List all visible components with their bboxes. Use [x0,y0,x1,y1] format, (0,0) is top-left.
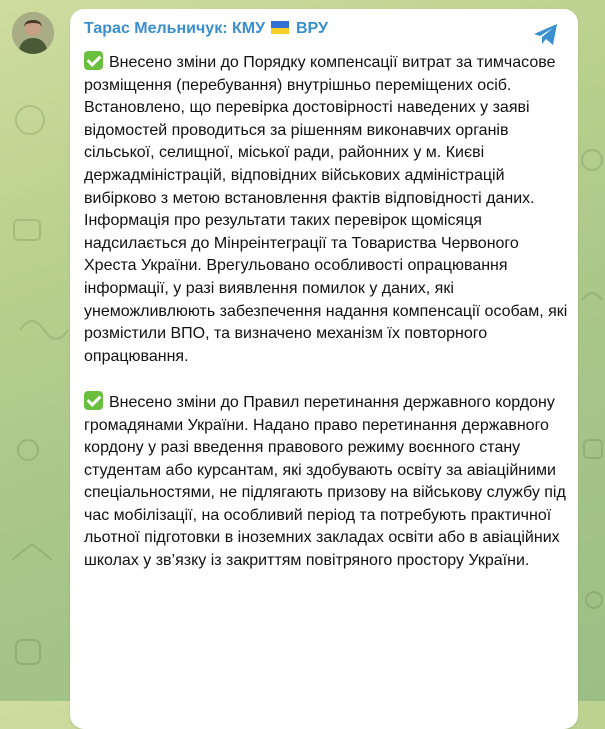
message-paragraph-2 [84,391,572,573]
channel-avatar[interactable] [12,12,54,54]
check-mark-icon [84,391,103,410]
paragraph-gap [84,368,572,391]
ukraine-flag-icon [271,21,289,34]
paragraph-1-text: Внесено зміни до Порядку компенсації витрат за тимчасове розміщення (перебування) внутрішньо переміщених осіб. Встановлено, що перевірка достовірності наведених у заяві відомостей проводиться за рішенням виконавчих органів сільської, селищної, міської ради, районних у м. Києві держадміністрацій, відповідних військових адміністрацій вибірково з метою встановлення фактів відповідності даних. Інформація про результати таких перевірок щомісяця надсилається до Мінреінтеграції та Товариства Червоного Хреста України. Врегульовано особливості опрацювання інформації, у разі виявлення помилок у даних, які унеможливлюють забезпечення надання компенсації особам, які розмістили ВПО, та визначено механізм їх повторного опрацювання. [84,54,568,365]
channel-suffix: ВРУ [295,20,328,37]
message-text [84,51,572,573]
message-bubble [70,9,578,729]
check-mark-icon [84,51,103,70]
channel-name: Тарас Мельничук: КМУ [84,20,266,37]
channel-title[interactable] [84,20,328,38]
paragraph-2-text: Внесено зміни до Правил перетинання державного кордону громадянами України. Надано право перетинання державного кордону у разі введення правового режиму воєнного стану студентам або курсантам, які здобувають освіту за авіаційними спеціальностями, не підлягають призову на військову службу під час мобілізації, на особливий період та потребують практичної льотної підготовки в іноземних закладах освіти або в авіаційних школах у зв’язку із закриттям повітряного простору України. [84,393,566,570]
message-paragraph-1 [84,51,572,368]
avatar-image [12,12,54,54]
telegram-icon[interactable] [532,21,560,49]
